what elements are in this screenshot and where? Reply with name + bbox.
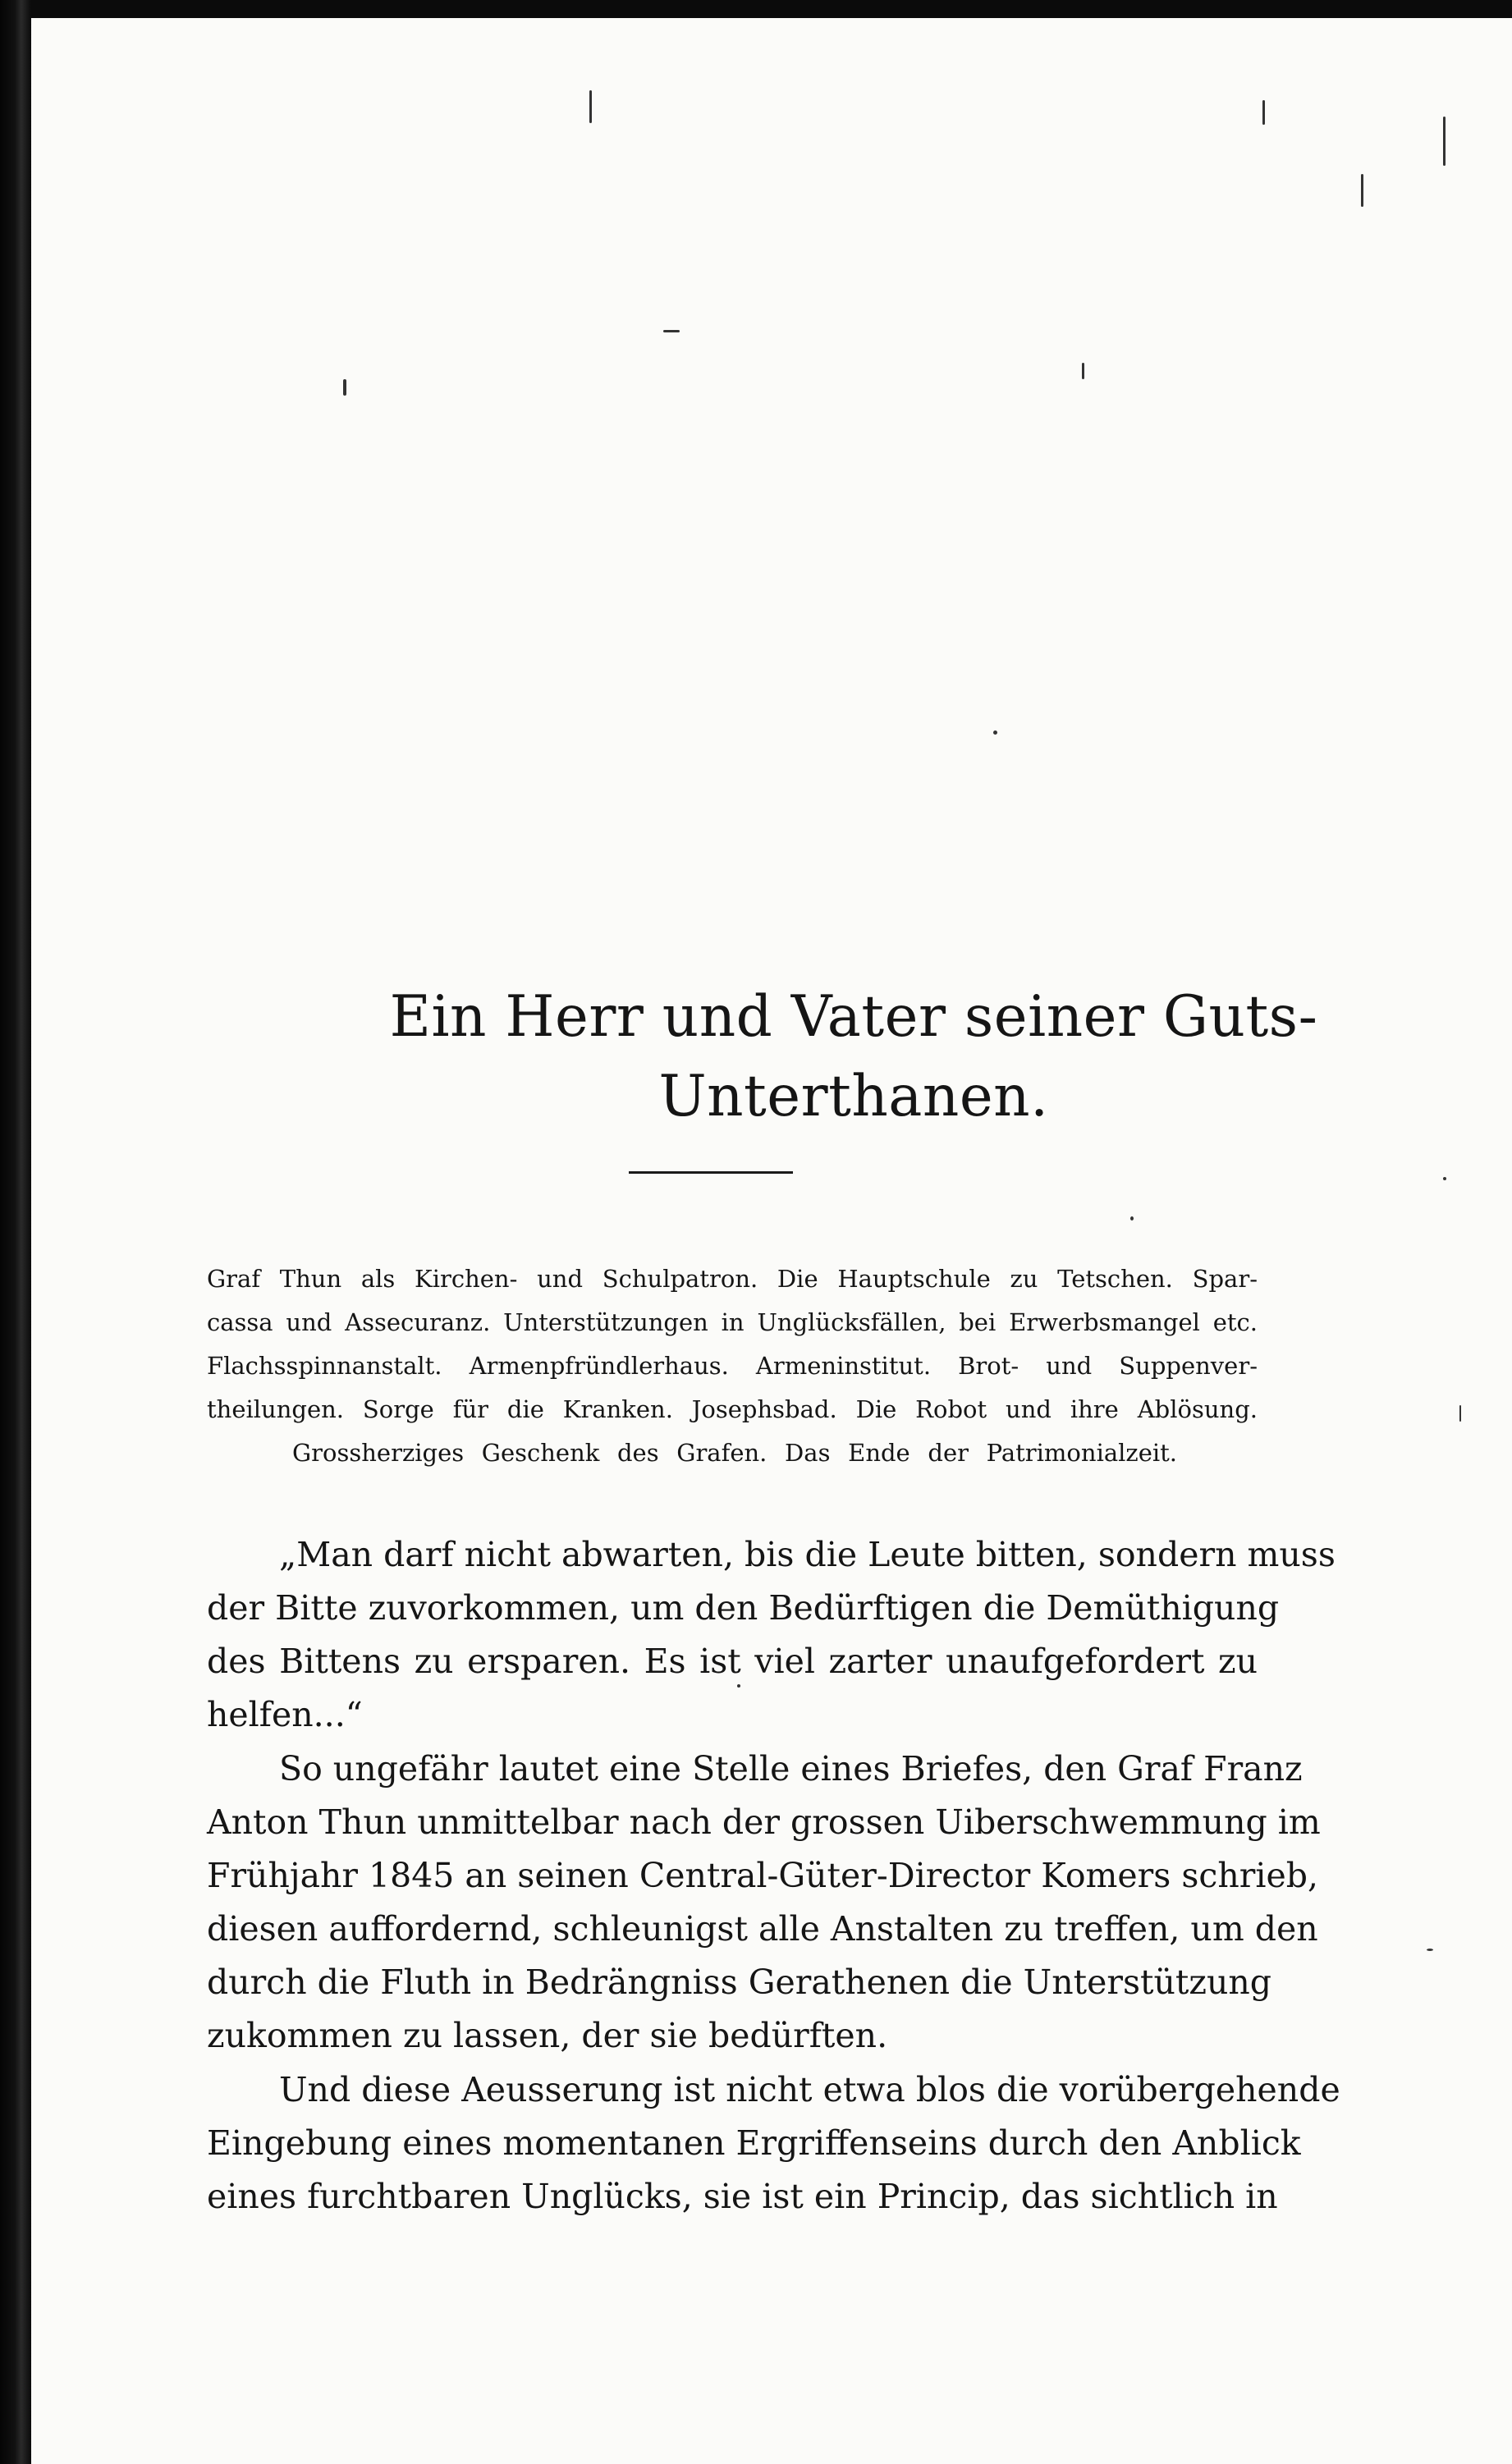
body-line: des Bittens zu ersparen. Es ist viel zarter unaufgefordert zu <box>207 1642 1258 1681</box>
body-line: Frühjahr 1845 an seinen Central-Güter-Director Komers schrieb, <box>207 1856 1319 1895</box>
scan-speck <box>1082 363 1084 379</box>
body-line: zukommen zu lassen, der sie bedürften. <box>207 2016 888 2055</box>
scan-speck <box>1443 117 1446 166</box>
summary-line: Flachsspinnanstalt. Armenpfründlerhaus. Armeninstitut. Brot- und Suppenver- <box>207 1352 1258 1380</box>
scan-speck <box>589 90 592 123</box>
scan-speck <box>1427 1949 1433 1951</box>
scan-speck <box>343 379 346 396</box>
chapter-title-line-2: Unterthanen. <box>658 1064 1049 1129</box>
summary-line: Graf Thun als Kirchen- und Schulpatron. Die Hauptschule zu Tetschen. Spar- <box>207 1265 1258 1293</box>
chapter-title-line-1: Ein Herr und Vater seiner Guts- <box>389 984 1318 1050</box>
scan-speck <box>1459 1405 1461 1422</box>
body-line: eines furchtbaren Unglücks, sie ist ein Princip, das sichtlich in <box>207 2177 1278 2216</box>
scan-speck <box>1361 174 1363 207</box>
body-line: Anton Thun unmittelbar nach der grossen Uiberschwemmung im <box>207 1802 1321 1842</box>
body-line: helfen...“ <box>207 1695 363 1734</box>
scan-speck <box>1262 100 1265 125</box>
body-line: So ungefähr lautet eine Stelle eines Briefes, den Graf Franz <box>279 1749 1303 1788</box>
body-line: durch die Fluth in Bedrängniss Gerathenen die Unterstützung <box>207 1962 1272 2002</box>
body-line: Eingebung eines momentanen Ergriffenseins durch den Anblick <box>207 2123 1301 2163</box>
scan-left-border <box>0 0 31 2464</box>
body-line: der Bitte zuvorkommen, um den Bedürftigen die Demüthigung <box>207 1588 1280 1628</box>
scan-speck <box>993 730 997 735</box>
scan-speck <box>663 330 680 332</box>
scan-speck <box>1130 1216 1134 1221</box>
summary-line: Grossherziges Geschenk des Grafen. Das Ende der Patrimonialzeit. <box>292 1439 1177 1467</box>
title-divider <box>629 1171 793 1174</box>
body-line: diesen auffordernd, schleunigst alle Anstalten zu treffen, um den <box>207 1909 1318 1949</box>
summary-line: theilungen. Sorge für die Kranken. Josephsbad. Die Robot und ihre Ablösung. <box>207 1395 1258 1423</box>
body-line: „Man darf nicht abwarten, bis die Leute bitten, sondern muss <box>279 1535 1336 1574</box>
scan-speck <box>1443 1177 1446 1180</box>
summary-line: cassa und Assecuranz. Unterstützungen in Unglücksfällen, bei Erwerbsmangel etc. <box>207 1308 1258 1336</box>
scan-speck <box>737 1684 740 1688</box>
scan-top-border <box>0 0 1512 18</box>
book-page <box>31 18 1512 2464</box>
body-line: Und diese Aeusserung ist nicht etwa blos die vorübergehende <box>279 2070 1340 2109</box>
